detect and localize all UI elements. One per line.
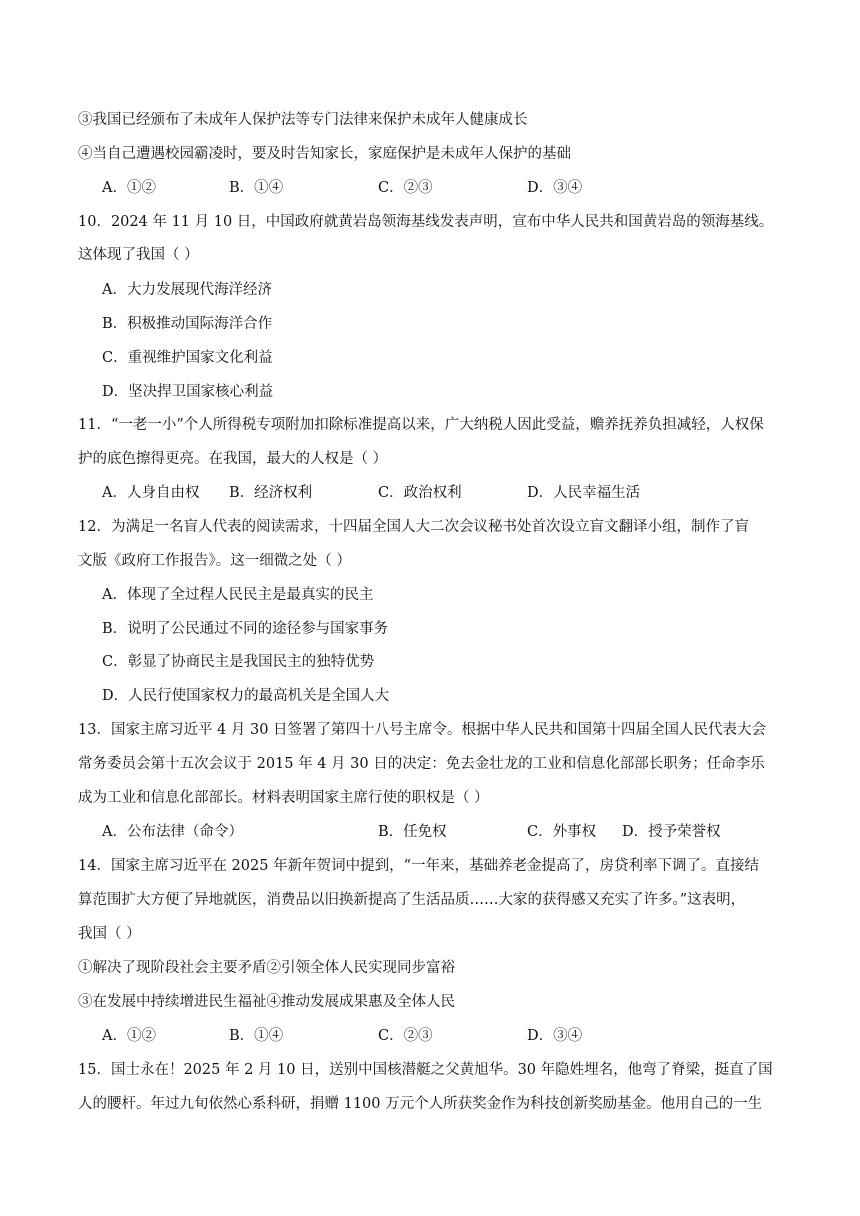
q13-option-c: C．外事权 [527,824,597,840]
q9-option-a: A．①② [102,180,156,196]
q9-option-c: C．②③ [378,180,433,196]
q10-option-b: B．积极推动国际海洋合作 [102,316,273,332]
q11-option-b: B．经济权利 [229,485,313,501]
q11-stem-line-1: 11．“一老一小”个人所得税专项附加扣除标准提高以来，广大纳税人因此受益，赡养抚养负担减轻，人权保 [78,417,764,433]
q10-option-c: C．重视维护国家文化利益 [102,350,273,366]
q10-option-d: D．坚决捍卫国家核心利益 [102,384,274,400]
q9-option-b: B．①④ [229,180,284,196]
q11-option-d: D．人民幸福生活 [527,485,641,501]
q12-stem-line-2: 文版《政府工作报告》。这一细微之处（ ） [78,553,351,569]
q14-stem-line-2: 算范围扩大方便了异地就医，消费品以旧换新提高了生活品质……大家的获得感又充实了许多。”这表明， [78,892,746,908]
q13-stem-line-2: 常务委员会第十五次会议于 2015 年 4 月 30 日的决定：免去金壮龙的工业和信息化部部长职务；任命李乐 [78,756,765,772]
q14-option-c: C．②③ [378,1028,433,1044]
q12-option-c: C．彰显了协商民主是我国民主的独特优势 [102,654,375,670]
q14-option-d: D．③④ [527,1028,583,1044]
q13-stem-line-1: 13．国家主席习近平 4 月 30 日签署了第四十八号主席令。根据中华人民共和国第十四届全国人民代表大会 [78,722,767,738]
q10-stem-line-2: 这体现了我国（ ） [78,247,199,263]
q13-option-d: D．授予荣誉权 [622,824,721,840]
q11-stem-line-2: 护的底色擦得更亮。在我国，最大的人权是（ ） [78,451,388,467]
q11-option-c: C．政治权利 [378,485,462,501]
q14-statements-1: ①解决了现阶段社会主要矛盾②引领全体人民实现同步富裕 [78,960,455,976]
q9-statement-4: ④当自己遭遇校园霸凌时，要及时告知家长，家庭保护是未成年人保护的基础 [78,146,571,162]
q13-option-a: A．公布法律（命令） [102,824,243,840]
q12-stem-line-1: 12．为满足一名盲人代表的阅读需求，十四届全国人大二次会议秘书处首次设立盲文翻译小组，制作了盲 [78,519,749,535]
q11-option-a: A．人身自由权 [102,485,200,501]
q9-option-d: D．③④ [527,180,583,196]
q15-stem-line-2: 人的腰杆。年过九旬依然心系科研，捐赠 1100 万元个人所获奖金作为科技创新奖励基金。他用自己的一生 [78,1096,763,1112]
q14-stem-line-1: 14．国家主席习近平在 2025 年新年贺词中提到，“一年来，基础养老金提高了，房贷利率下调了。直接结 [78,858,759,874]
q12-option-d: D．人民行使国家权力的最高机关是全国人大 [102,688,390,704]
q12-option-b: B．说明了公民通过不同的途径参与国家事务 [102,621,389,637]
q13-option-b: B．任免权 [378,824,447,840]
q14-option-b: B．①④ [229,1028,284,1044]
q10-stem-line-1: 10．2024 年 11 月 10 日，中国政府就黄岩岛领海基线发表声明，宣布中华人民共和国黄岩岛的领海基线。 [78,214,774,230]
q10-option-a: A．大力发展现代海洋经济 [102,282,272,298]
q14-stem-line-3: 我国（ ） [78,926,141,942]
q14-statements-2: ③在发展中持续增进民生福祉④推动发展成果惠及全体人民 [78,994,455,1010]
q13-stem-line-3: 成为工业和信息化部部长。材料表明国家主席行使的职权是（ ） [78,790,489,806]
q14-option-a: A．①② [102,1028,156,1044]
q9-statement-3: ③我国已经颁布了未成年人保护法等专门法律来保护未成年人健康成长 [78,112,528,128]
q12-option-a: A．体现了全过程人民民主是最真实的民主 [102,587,374,603]
q15-stem-line-1: 15．国士永在！2025 年 2 月 10 日，送别中国核潜艇之父黄旭华。30 年隐姓埋名，他弯了脊梁，挺直了国 [78,1062,773,1078]
